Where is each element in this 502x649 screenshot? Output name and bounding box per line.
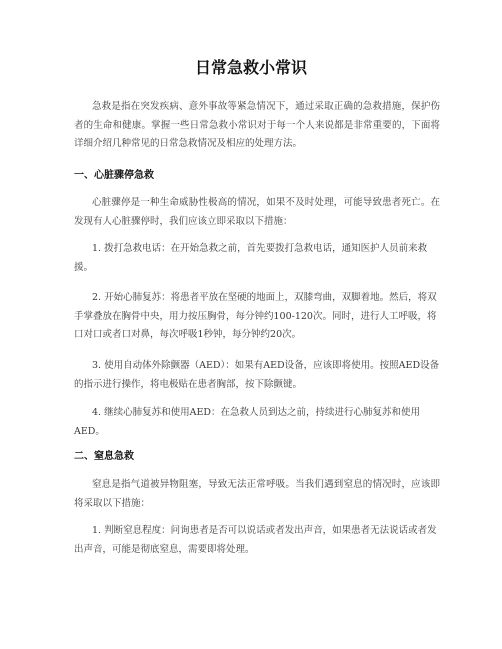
section-heading-choking: 二、窒息急救: [74, 451, 134, 462]
list-item: 4. 继续心肺复苏和使用AED：在急救人员到达之前，持续进行心肺复苏和使用AED。: [74, 407, 420, 437]
list-item: 3. 使用自动体外除颤器（AED）：如果有AED设备，应该即将使用。按照AED设备的指示进行操作，将电极贴在患者胸部，按下除颤键。: [74, 360, 440, 390]
section-intro-choking: 窒息是指气道被异物阻塞，导致无法正常呼吸。当我们遇到窒息的情况时，应该即将采取以下措施：: [74, 479, 440, 509]
section-heading-cardiac-arrest: 一、心脏骤停急救: [74, 170, 154, 181]
document-title: 日常急救小常识: [194, 58, 307, 77]
intro-paragraph: 急救是指在突发疾病、意外事故等紧急情况下，通过采取正确的急救措施，保护伤者的生命和健康。掌握一些日常急救小常识对于每一个人来说都是非常重要的，下面将详细介绍几种常见的日常急救情况及相应的处理方法。: [74, 101, 440, 149]
list-item: 1. 判断窒息程度：问询患者是否可以说话或者发出声音，如果患者无法说话或者发出声音，可能是彻底窒息，需要即将处理。: [74, 525, 437, 555]
list-item: 2. 开始心肺复苏：将患者平放在坚硬的地面上，双膝弯曲，双脚着地。然后，将双手掌叠放在胸骨中央，用力按压胸骨，每分钟约100-120次。同时，进行人工呼吸，将口对口或者口对鼻，每次呼吸1秒钟，每分钟约20次。: [74, 292, 437, 340]
list-item: 1. 拨打急救电话：在开始急救之前，首先要拨打急救电话，通知医护人员前来救援。: [74, 243, 428, 273]
section-intro-cardiac-arrest: 心脏骤停是一种生命威胁性极高的情况，如果不及时处理，可能导致患者死亡。在发现有人心脏骤停时，我们应该立即采取以下措施：: [74, 197, 440, 227]
